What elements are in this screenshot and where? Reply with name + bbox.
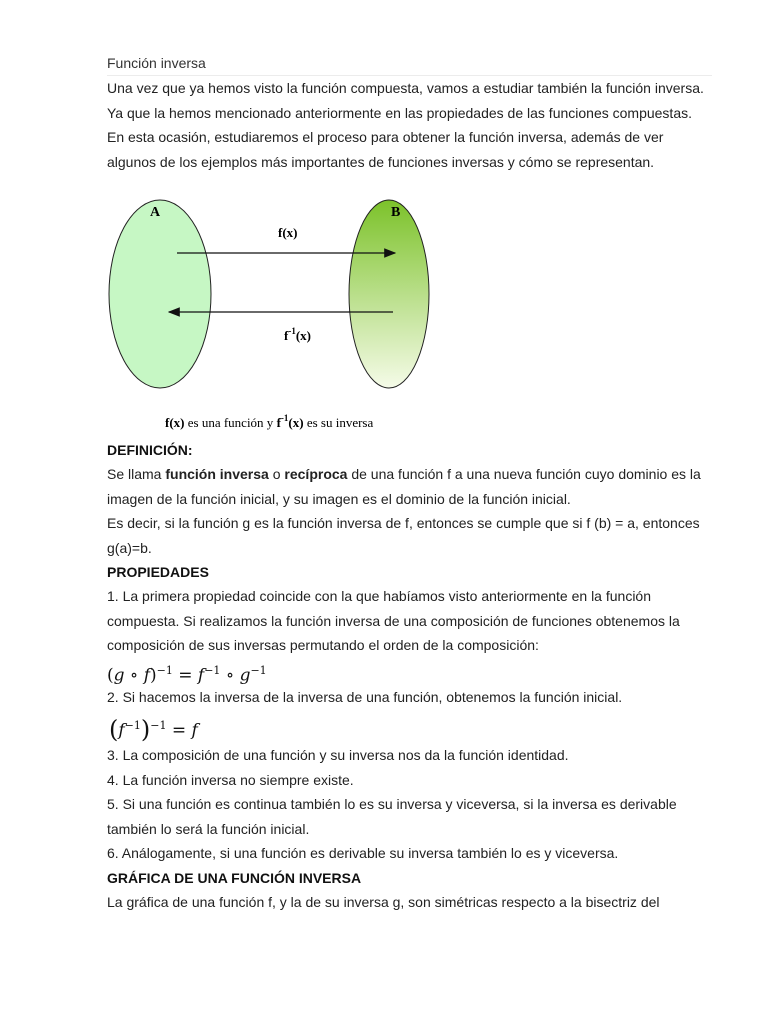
definition-paragraph-1: Se llama función inversa o recíproca de una función f a una nueva función cuyo dominio es la imagen de la función inicial, y su imagen es el dominio de la función inicial. <box>107 466 701 507</box>
properties-heading: PROPIEDADES <box>107 564 209 580</box>
property-2: 2. Si hacemos la inversa de la inversa de una función, obtenemos la función inicial. <box>107 688 623 705</box>
definition-paragraph-2: Es decir, si la función g es la función inversa de f, entonces se cumple que si f (b) = a, entonces g(a)=b. <box>107 515 700 556</box>
formula-composition-inverse: (g ∘ $f)^{-1} = f^{-1}$ ∘ $g^{-1}$ <box>107 663 267 686</box>
set-b-label: B <box>391 205 401 220</box>
forward-arrow-label: f(x) <box>278 225 298 240</box>
page-title: Función inversa <box>107 52 712 76</box>
property-4: 4. La función inversa no siempre existe. <box>107 771 354 788</box>
intro-paragraph-2: En esta ocasión, estudiaremos el proceso para obtener la función inversa, además de ver algunos de los ejemplos más importantes de funciones inversas y cómo se representan. <box>107 129 664 170</box>
diagram-svg <box>107 190 437 438</box>
property-3: 3. La composición de una función y su inversa nos da la función identidad. <box>107 747 569 763</box>
property-5: 5. Si una función es continua también lo es su inversa y viceversa, si la inversa es derivable también lo será la función inicial. <box>107 796 677 837</box>
intro-paragraph-1: Una vez que ya hemos visto la función compuesta, vamos a estudiar también la función inversa. Ya que la hemos mencionado anteriormente en las propiedades de las funciones compuestas. <box>107 80 704 121</box>
property-1: 1. La primera propiedad coincide con la que habíamos visto anteriormente en la función compuesta. Si realizamos la función inversa de una composición de funciones obtenemos la composición de sus inversas permutando el orden de la composición: <box>107 588 680 653</box>
graph-heading: GRÁFICA DE UNA FUNCIÓN INVERSA <box>107 869 362 886</box>
set-a-ellipse <box>109 200 211 388</box>
graph-paragraph: La gráfica de una función f, y la de su inversa g, son simétricas respecto a la bisectriz del <box>107 893 660 910</box>
property-6: 6. Análogamente, si una función es derivable su inversa también lo es y viceversa. <box>107 845 619 861</box>
formula-double-inverse: $(f^{-1})^{-1} = f$ <box>109 715 198 744</box>
inverse-function-diagram <box>107 190 712 438</box>
set-b-ellipse <box>349 200 429 388</box>
set-a-label: A <box>150 205 161 220</box>
diagram-caption: f(x) es una función y $f^{-1}(x)$ es su inversa <box>165 413 374 430</box>
document <box>107 52 712 914</box>
inverse-arrow-label: $f^{-1}(x)$ <box>284 326 312 343</box>
definition-heading: DEFINICIÓN: <box>107 442 193 458</box>
